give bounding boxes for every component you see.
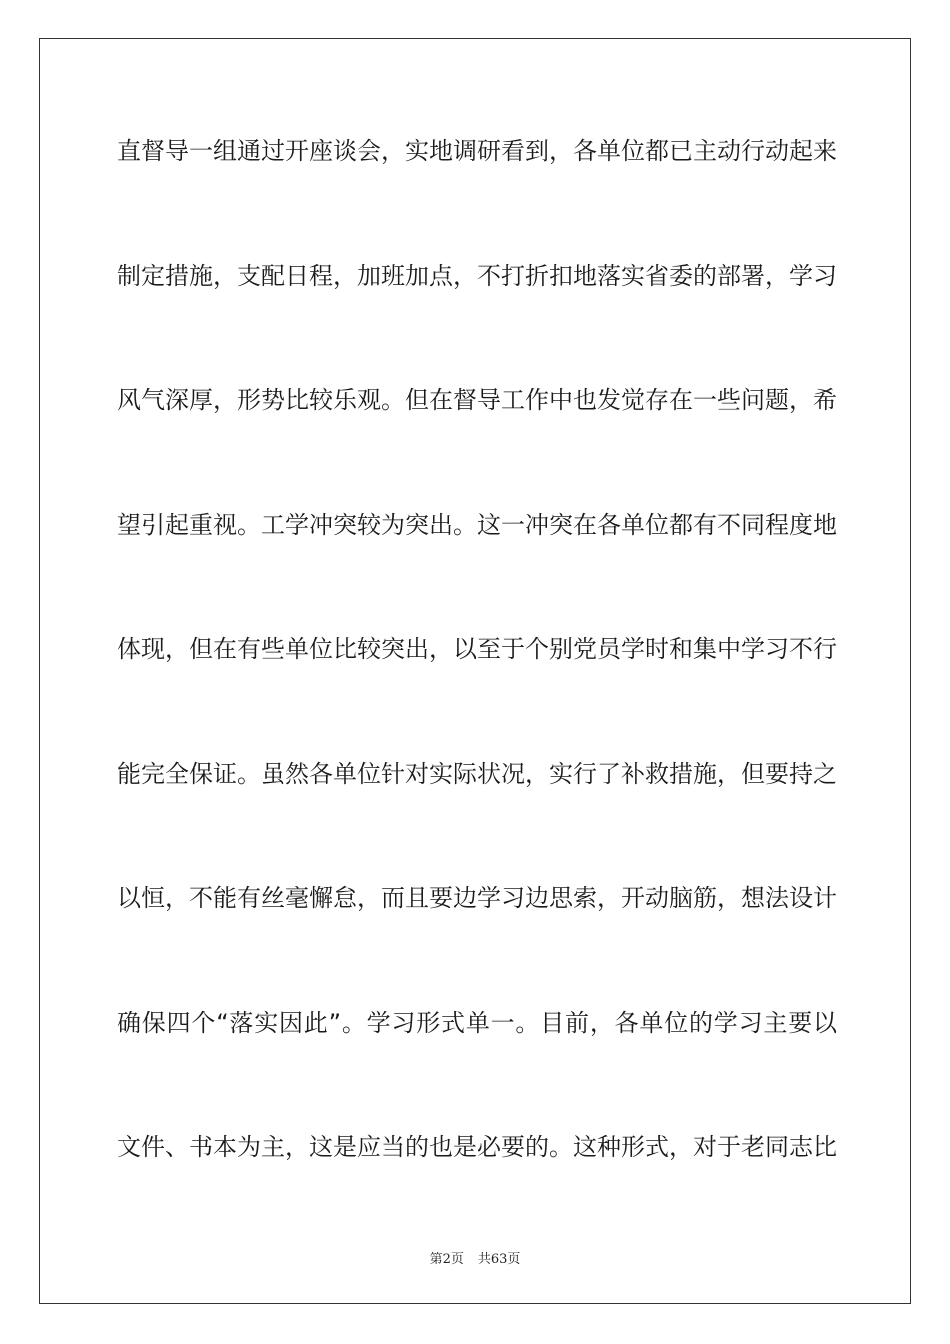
paragraph-line: 制定措施，支配日程，加班加点，不打折扣地落实省委的部署，学习 [117, 262, 837, 290]
paragraph-line: 能完全保证。虽然各单位针对实际状况，实行了补救措施，但要持之 [117, 760, 837, 788]
page-number: 第2页 [429, 1252, 464, 1267]
paragraph-line: 文件、书本为主，这是应当的也是必要的。这种形式，对于老同志比 [117, 1133, 837, 1161]
page-border [39, 38, 911, 1304]
paragraph-line: 风气深厚，形势比较乐观。但在督导工作中也发觉存在一些问题，希 [117, 386, 837, 414]
total-pages: 共63页 [477, 1252, 521, 1267]
paragraph-line: 直督导一组通过开座谈会，实地调研看到，各单位都已主动行动起来 [117, 137, 837, 165]
paragraph-line: 确保四个“落实因此”。学习形式单一。目前，各单位的学习主要以 [117, 1009, 837, 1037]
paragraph-line: 以恒，不能有丝毫懈怠，而且要边学习边思索，开动脑筋，想法设计 [117, 884, 837, 912]
paragraph-line: 望引起重视。工学冲突较为突出。这一冲突在各单位都有不同程度地 [117, 511, 837, 539]
paragraph-line: 体现，但在有些单位比较突出，以至于个别党员学时和集中学习不行 [117, 635, 837, 663]
page-footer [0, 1248, 950, 1267]
